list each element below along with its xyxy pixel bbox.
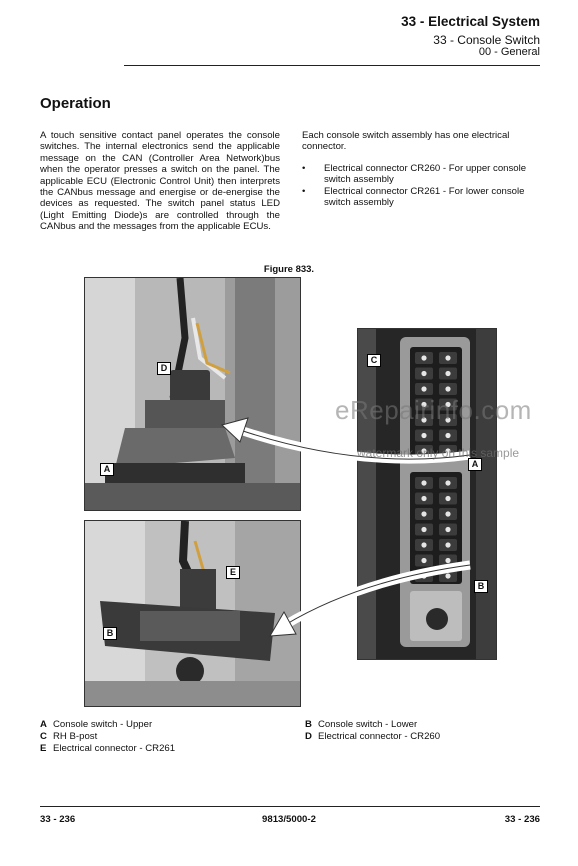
callout-b-lower: B [103, 627, 117, 640]
legend-text: Console switch - Upper [53, 719, 153, 730]
bullet-item: • Electrical connector CR261 - For lower console switch assembly [302, 186, 540, 209]
footer-page-left: 33 - 236 [40, 814, 76, 825]
watermark-note: watermark only on this sample [357, 446, 520, 460]
callout-c: C [367, 354, 381, 367]
bullet-item: • Electrical connector CR260 - For upper console switch assembly [302, 163, 540, 186]
legend-text: RH B-post [53, 731, 98, 742]
callout-d: D [157, 362, 171, 375]
footer-rule [40, 806, 540, 807]
legend-key: B [305, 719, 312, 730]
legend-item [40, 743, 175, 755]
legend-text: Electrical connector - CR261 [53, 743, 176, 754]
figure-caption: Figure 833. [263, 264, 315, 275]
left-paragraph: A touch sensitive contact panel operates the console switches. The internal electronics send the applicable message on the CAN (Controller Area Network)bus when the operator presses a switch on the panel. The applicable ECU (Electronic Control Unit) then interprets the CANbus message and energise or de-energise the devices as requested. The switch panel status LED (Light Emitting Diode)s are controlled through the CANbus and the messages from the applicable ECUs. [40, 130, 280, 233]
legend-key: D [305, 731, 312, 742]
legend-text: Electrical connector - CR260 [318, 731, 441, 742]
callout-e: E [226, 566, 240, 579]
chapter-title: 33 - Electrical System [401, 14, 540, 29]
legend-item [305, 731, 440, 743]
legend-key: A [40, 719, 47, 730]
legend-item [305, 719, 417, 731]
callout-a-panel: A [468, 458, 482, 471]
arrow-to-upper [222, 418, 248, 442]
footer-page-right: 33 - 236 [504, 814, 540, 825]
callout-b-panel: B [474, 580, 488, 593]
footer-doc-number: 9813/5000-2 [262, 814, 316, 825]
chapter-section: 00 - General [478, 46, 540, 58]
legend-key: C [40, 731, 47, 742]
legend-key: E [40, 743, 47, 754]
legend-item [40, 719, 152, 731]
chapter-subtitle: 33 - Console Switch [433, 33, 540, 47]
legend-text: Console switch - Lower [318, 719, 418, 730]
right-intro: Each console switch assembly has one electrical connector. [302, 130, 510, 153]
legend-item [40, 731, 97, 743]
section-heading: Operation [40, 95, 111, 112]
callout-a-upper: A [100, 463, 114, 476]
watermark-site: eRepairinfo.com [335, 395, 532, 425]
